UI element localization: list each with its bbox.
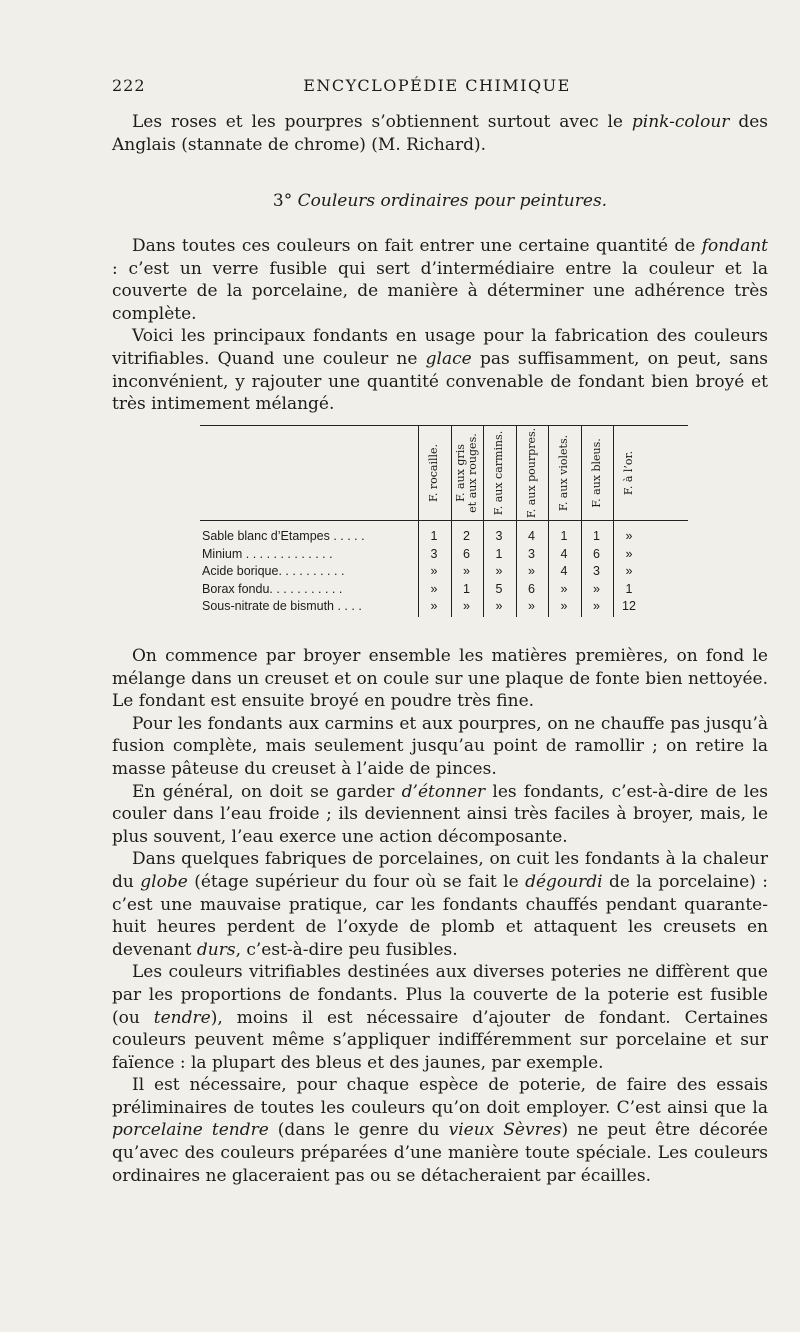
- column-header: [418, 429, 450, 517]
- table-cell: 2: [463, 529, 470, 543]
- table-cell: 1: [495, 546, 503, 561]
- body-text-block: [112, 645, 768, 1187]
- table-cell: 4: [560, 546, 568, 561]
- section-intro-block: [112, 235, 768, 416]
- table-cell: »: [528, 564, 535, 578]
- paragraph-essais: Il est nécessaire, pour chaque espèce de poterie, de faire des essais préliminaires de toutes les couleurs qu’on doit employer. C’est ainsi que la porcelaine tendre (dans le genre du vieux Sèvres) ne peut être décorée qu’avec des couleurs préparées d’une manière toute spéciale. Les couleurs ordinaires ne glaceraient pas ou se détacheraient par écailles.: [112, 1075, 768, 1186]
- column-header-label: F. aux gris et aux rouges.: [453, 433, 479, 513]
- table-cell: 1: [593, 529, 600, 543]
- column-header: [613, 429, 645, 517]
- table-cell: »: [528, 599, 535, 613]
- table-cell: 6: [528, 581, 535, 596]
- paragraph-globe: Dans quelques fabriques de porcelaines, on cuit les fondants à la chaleur du globe (étage supérieur du four où se fait le dégourdi de la porcelaine) : c’est une mauvaise pratique, car les fondants chauffés pendant quarante-huit heures perdent de l’oxyde de plomb et attaquent les creusets en devenant durs, c’est-à-dire peu fusibles.: [112, 849, 768, 960]
- table-cell: 4: [528, 529, 535, 543]
- table-row-label: Acide borique. . . . . . . . . .: [202, 564, 345, 578]
- table-header-rule: [200, 520, 688, 521]
- column-header-label: F. aux carmins.: [492, 430, 505, 516]
- table-cell: 1: [625, 581, 633, 596]
- table-cell: »: [430, 599, 438, 613]
- table-cell: 6: [593, 546, 600, 561]
- table-cell: 1: [463, 581, 470, 596]
- table-cell: »: [463, 599, 470, 613]
- page-header: [112, 76, 762, 100]
- table-cell: 3: [593, 564, 600, 578]
- column-header-label: F. aux violets.: [557, 434, 570, 512]
- table-cell: »: [430, 581, 438, 596]
- intro-paragraph-block: [112, 111, 768, 156]
- column-header: [548, 429, 580, 517]
- column-header-label: F. à l’or.: [622, 450, 635, 496]
- section-heading: [112, 190, 768, 213]
- table-cell: »: [495, 599, 503, 613]
- table-cell: »: [430, 564, 438, 578]
- table-row-label: Sable blanc d’Etampes . . . . .: [202, 529, 365, 543]
- paragraph-fondant: Dans toutes ces couleurs on fait entrer une certaine quantité de fondant : c’est un verre fusible qui sert d’intermédiaire entre la couleur et la couverte de la porcelaine, de manière à déterminer une adhérence très complète.: [112, 236, 768, 324]
- table-cell: 6: [463, 546, 470, 561]
- table-cell: »: [463, 564, 470, 578]
- paragraph-broyer: On commence par broyer ensemble les matières premières, on fond le mélange dans un creuset et on coule sur une plaque de fonte bien nettoyée. Le fondant est ensuite broyé en poudre très fine.: [112, 646, 768, 712]
- page-number: 222: [112, 76, 146, 95]
- paragraph-principaux-fondants: Voici les principaux fondants en usage pour la fabrication des couleurs vitrifiables. Quand une couleur ne glace pas suffisamment, on peut, sans inconvénient, y rajouter une quantité convenable de fondant bien broyé et très intimement mélangé.: [112, 326, 768, 415]
- table-cell: 12: [622, 599, 636, 613]
- table-cell: 3: [495, 529, 503, 543]
- table-row-label: Minium . . . . . . . . . . . . .: [202, 546, 333, 561]
- table-top-rule: [200, 425, 688, 426]
- column-header: [483, 429, 515, 517]
- table-cell: »: [560, 581, 568, 596]
- paragraph-couleurs-vitrifiables: Les couleurs vitrifiables destinées aux diverses poteries ne diffèrent que par les proportions de fondants. Plus la couverte de la poterie est fusible (ou tendre), moins il est nécessaire d’ajouter de fondant. Certaines couleurs peuvent même s’appliquer indifféremment sur porcelaine et sur faïence : la plupart des bleus et des jaunes, par exemple.: [112, 962, 768, 1073]
- fondants-table: [200, 425, 688, 615]
- section-title: Couleurs ordinaires pour peintures.: [297, 191, 608, 211]
- table-row-label: Borax fondu. . . . . . . . . . .: [202, 581, 343, 596]
- column-header-label: F. rocaille.: [427, 443, 440, 503]
- table-cell: »: [625, 546, 633, 561]
- column-header: [581, 429, 613, 517]
- table-cell: 3: [528, 546, 535, 561]
- table-row-label: Sous-nitrate de bismuth . . . .: [202, 599, 362, 613]
- column-header: [516, 429, 548, 517]
- table-cell: »: [625, 564, 633, 578]
- table-cell: »: [560, 599, 568, 613]
- table-cell: 1: [430, 529, 438, 543]
- column-header: [451, 429, 483, 517]
- table-cell: 4: [560, 564, 568, 578]
- paragraph-etonner: En général, on doit se garder d’étonner les fondants, c’est-à-dire de les couler dans l’eau froide ; ils deviennent ainsi très faciles à broyer, mais, le plus souvent, l’eau exerce une action décomposante.: [112, 781, 769, 847]
- table-cell: »: [593, 581, 600, 596]
- table-cell: 5: [495, 581, 503, 596]
- table-cell: »: [625, 529, 633, 543]
- running-title: ENCYCLOPÉDIE CHIMIQUE: [303, 76, 571, 95]
- intro-paragraph: Les roses et les pourpres s’obtiennent surtout avec le pink-colour des Anglais (stannate de chrome) (M. Richard).: [112, 112, 768, 155]
- table-cell: 3: [430, 546, 438, 561]
- column-header-label: F. aux pourpres.: [524, 427, 538, 519]
- table-cell: »: [593, 599, 600, 613]
- table-cell: 1: [560, 529, 568, 543]
- table-cell: »: [495, 564, 503, 578]
- section-number: 3°: [272, 191, 298, 211]
- column-header-label: F. aux bleus.: [589, 438, 603, 508]
- paragraph-carmins: Pour les fondants aux carmins et aux pourpres, on ne chauffe pas jusqu’à fusion complète, mais seulement jusqu’au point de ramollir ; on retire la masse pâteuse du creuset à l’aide de pinces.: [112, 713, 768, 779]
